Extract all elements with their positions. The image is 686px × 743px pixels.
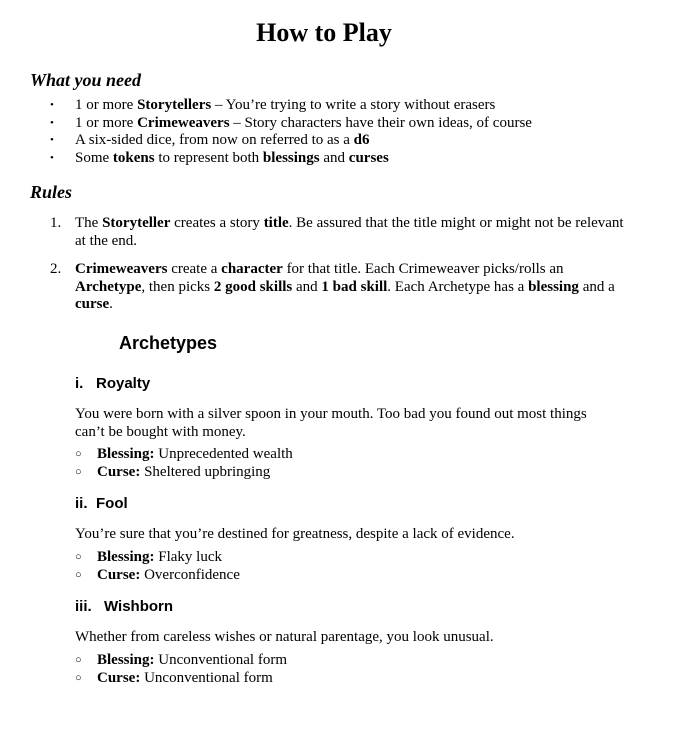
list-item: • Some tokens to represent both blessings and curses — [50, 149, 389, 166]
bullet-icon: • — [50, 99, 54, 111]
rule-number: 2. — [50, 261, 62, 277]
list-item: • A six-sided dice, from now on referred to as a d6 — [50, 132, 370, 148]
bullet-icon: • — [50, 116, 54, 129]
rule-number: 1. — [50, 215, 62, 231]
list-item: • 1 or more Storytellers – You’re trying to write a story without erasers — [50, 97, 496, 113]
archetype-heading-royalty: i. Royalty — [75, 375, 151, 392]
list-item: ○ Blessing: Flaky luck — [75, 549, 223, 565]
circle-bullet-icon: ○ — [75, 568, 82, 581]
circle-bullet-icon: ○ — [75, 465, 82, 478]
circle-bullet-icon: ○ — [75, 654, 82, 666]
archetype-heading-fool: ii. Fool — [75, 495, 128, 512]
bullet-icon: • — [50, 134, 54, 146]
bullet-icon: • — [50, 151, 54, 164]
archetype-traits — [75, 446, 620, 481]
circle-bullet-icon: ○ — [75, 448, 82, 460]
list-item: ○ Curse: Unconventional form — [75, 669, 273, 686]
archetype-traits — [75, 652, 620, 687]
circle-bullet-icon: ○ — [75, 671, 82, 684]
list-item: ○ Curse: Sheltered upbringing — [75, 463, 271, 480]
archetype-description: Whether from careless wishes or natural parentage, you look unusual. — [75, 629, 494, 645]
list-item: ○ Blessing: Unconventional form — [75, 652, 287, 668]
page-title: How to Play — [256, 18, 392, 47]
archetype-description: You were born with a silver spoon in your mouth. Too bad you found out most things can’t be bought with money. — [75, 406, 587, 440]
rules-heading: Rules — [30, 182, 73, 202]
requirements-list — [50, 97, 650, 167]
list-item: ○ Blessing: Unprecedented wealth — [75, 446, 293, 462]
archetype-description: You’re sure that you’re destined for greatness, despite a lack of evidence. — [75, 526, 515, 542]
archetype-heading-wishborn: iii. Wishborn — [75, 598, 174, 615]
list-item: • 1 or more Crimeweavers – Story characters have their own ideas, of course — [50, 114, 532, 131]
archetype-traits — [75, 549, 620, 584]
what-you-need-heading: What you need — [30, 70, 142, 90]
rule-item: 2. Crimeweavers create a character for that title. Each Crimeweaver picks/rolls an Archetype, then picks 2 good skills and 1 bad skill. Each Archetype has a blessing and a curse. — [50, 261, 615, 312]
archetypes-heading: Archetypes — [119, 333, 218, 353]
list-item: ○ Curse: Overconfidence — [75, 566, 240, 583]
rules-list — [50, 215, 625, 314]
rule-item: 1. The Storyteller creates a story title. Be assured that the title might or might not be relevant at the end. — [50, 215, 624, 249]
circle-bullet-icon: ○ — [75, 551, 82, 563]
